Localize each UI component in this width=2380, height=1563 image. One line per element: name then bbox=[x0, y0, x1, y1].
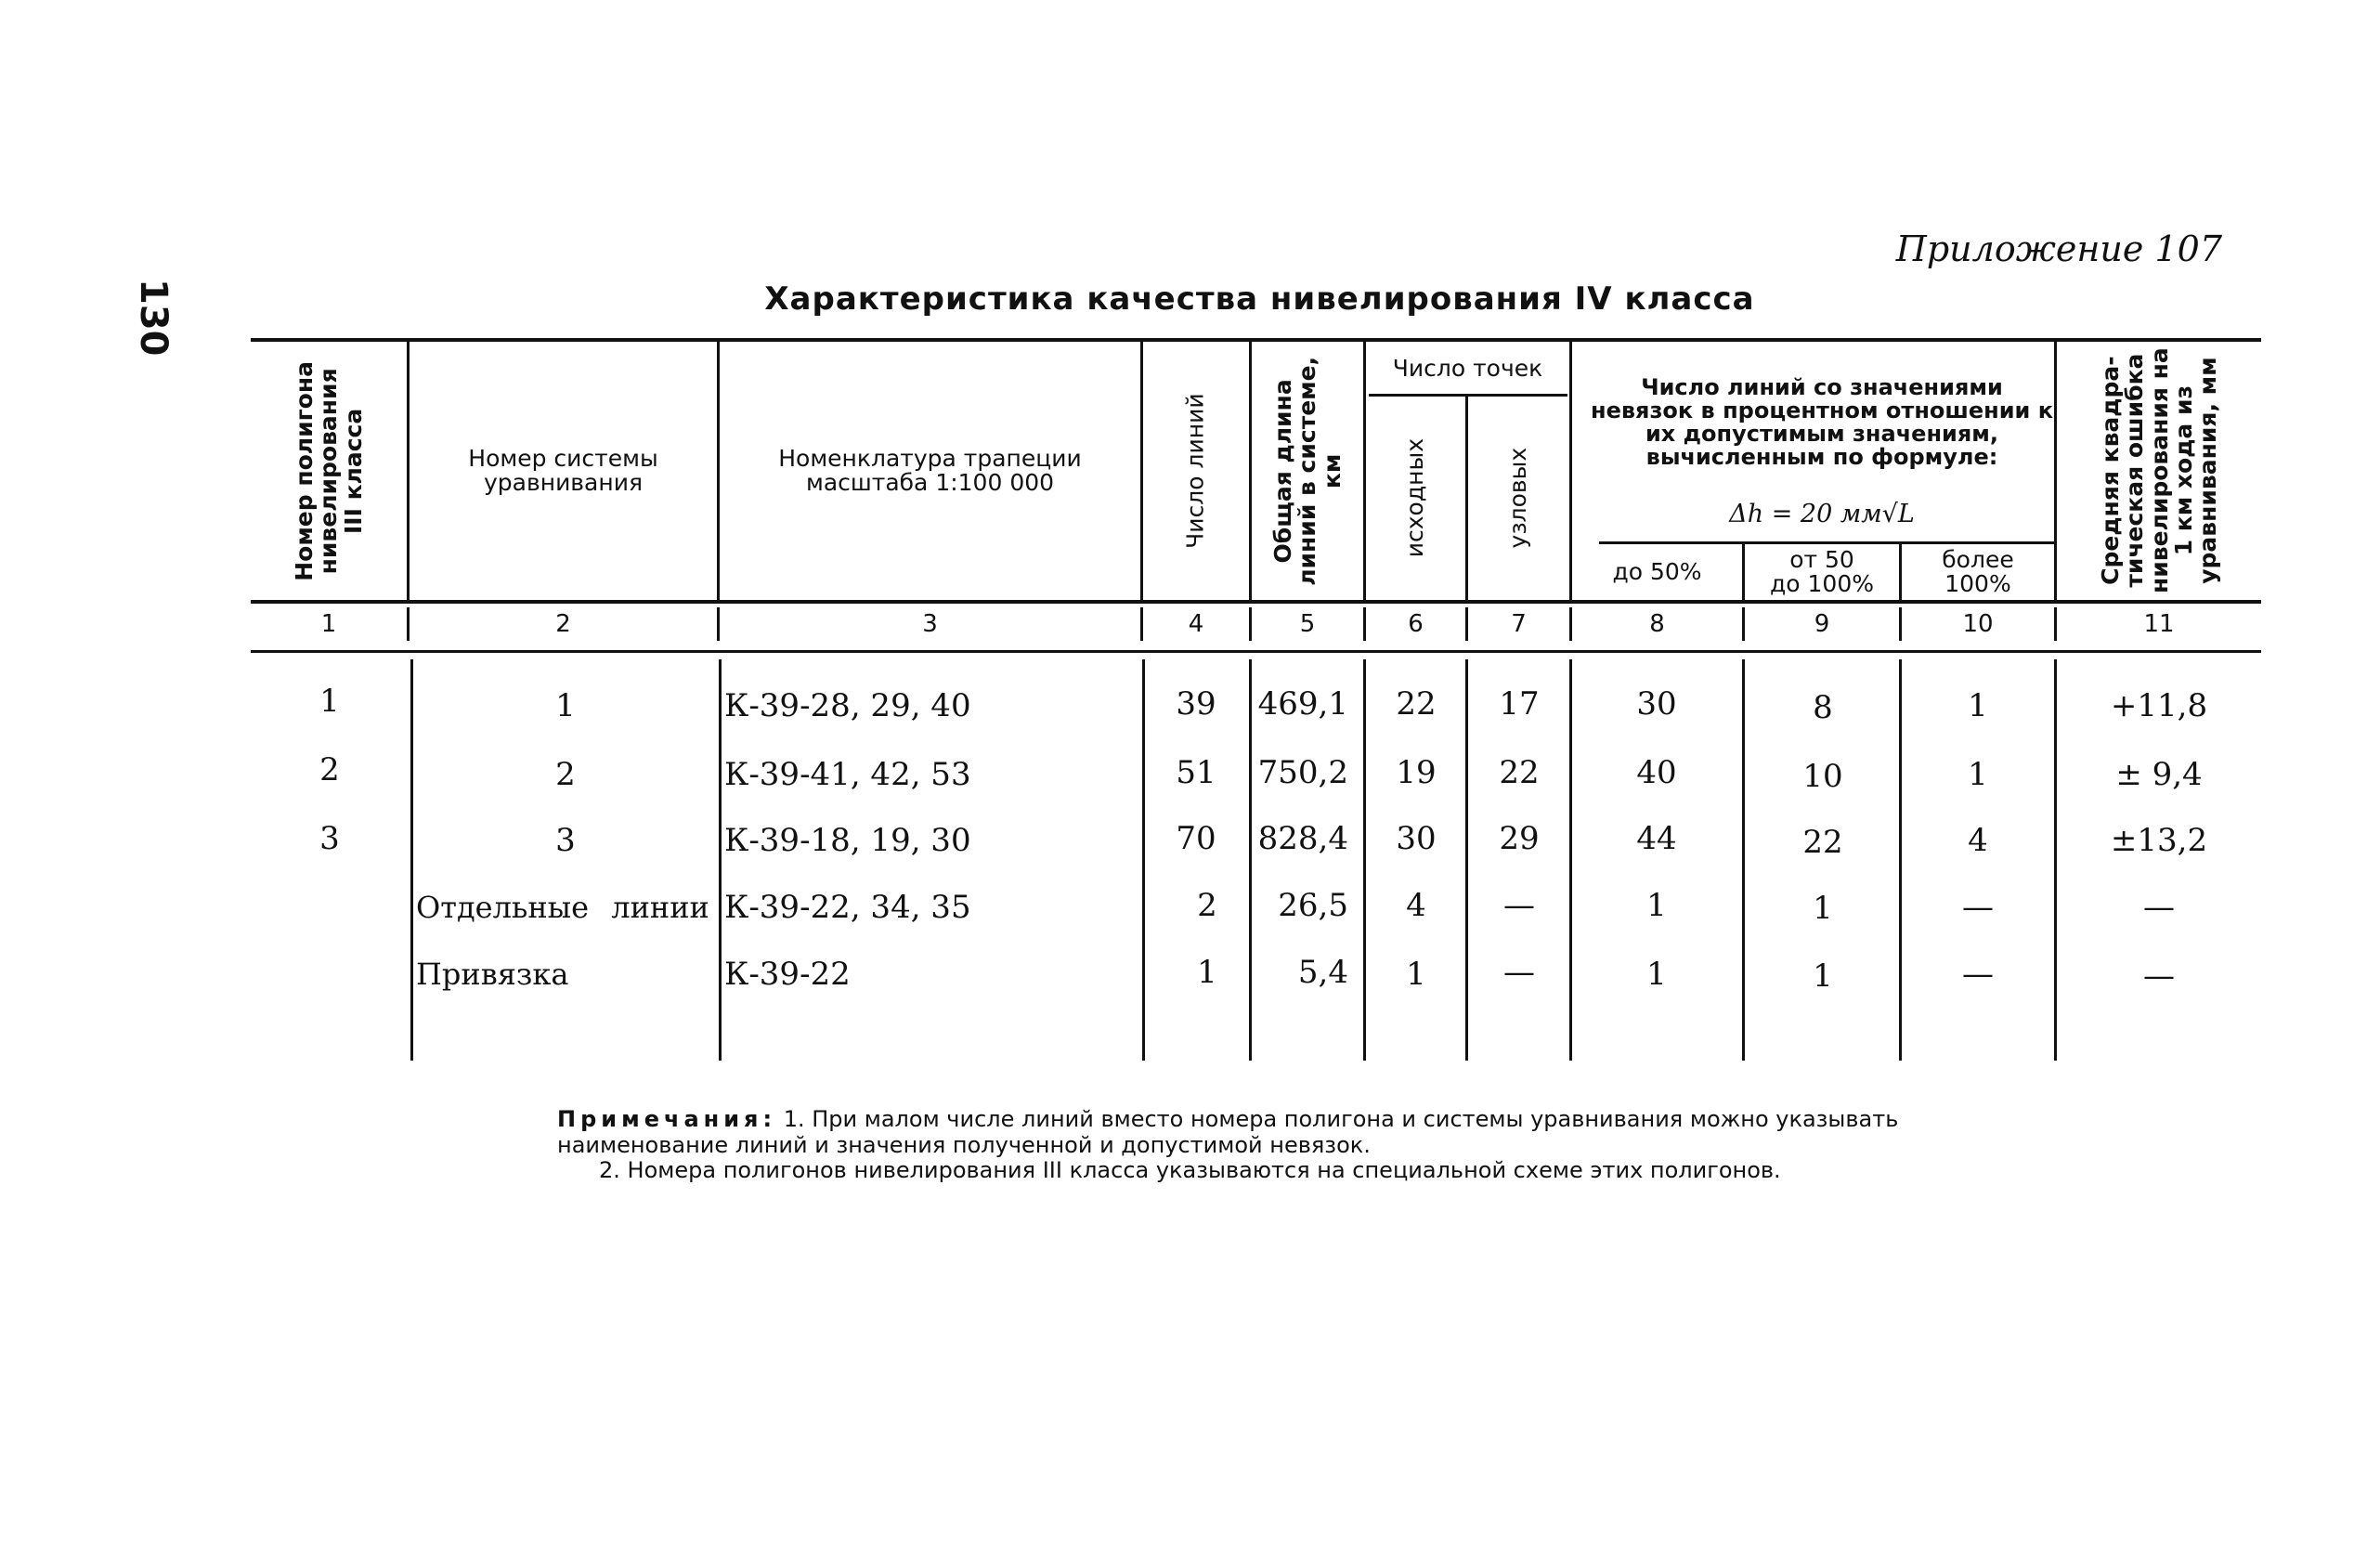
cell-error: ± 9,4 bbox=[2115, 756, 2203, 793]
cell-initial: 22 bbox=[1396, 685, 1437, 723]
cell-nomenclature: К-39-22 bbox=[724, 956, 851, 993]
cell-nodal: — bbox=[1503, 954, 1535, 991]
cell-lt50: 1 bbox=[1646, 887, 1667, 924]
colnum-11: 11 bbox=[2143, 610, 2175, 638]
cell-gt100: — bbox=[1962, 889, 1994, 926]
cell-nodal: 17 bbox=[1499, 685, 1540, 723]
cell-nomenclature: К-39-28, 29, 40 bbox=[724, 687, 971, 724]
cell-50-100: 1 bbox=[1813, 957, 1833, 995]
header-bottom-rule bbox=[251, 600, 2261, 604]
cell-lines: 2 bbox=[1197, 887, 1217, 924]
cell-system: 3 bbox=[555, 822, 576, 859]
cell-system: Привязка bbox=[416, 957, 569, 992]
cell-lt50: 44 bbox=[1636, 820, 1677, 857]
cell-error: ±13,2 bbox=[2110, 822, 2208, 859]
cell-initial: 1 bbox=[1406, 956, 1426, 993]
header-nodal-points: узловых bbox=[1504, 448, 1532, 549]
cell-polygon bbox=[279, 884, 381, 931]
cell-nodal: 22 bbox=[1499, 754, 1540, 791]
cell-initial: 4 bbox=[1406, 887, 1426, 924]
cell-nodal: 29 bbox=[1499, 820, 1540, 857]
cell-lt50: 1 bbox=[1646, 956, 1667, 993]
header-initial-points: исходных bbox=[1401, 438, 1429, 558]
table-title: Характеристика качества нивелирования IV класса bbox=[764, 280, 1755, 318]
header-total-length: Общая длина линий в системе, км bbox=[1268, 356, 1346, 586]
cell-polygon: 1 bbox=[319, 683, 340, 720]
colnum-9: 9 bbox=[1814, 610, 1830, 638]
cell-system: 1 bbox=[555, 687, 576, 724]
colnum-2: 2 bbox=[555, 610, 571, 638]
cell-length: 750,2 bbox=[1257, 754, 1348, 791]
body-divider-4 bbox=[1249, 659, 1252, 1061]
cell-nodal: — bbox=[1503, 887, 1535, 924]
colnum-6: 6 bbox=[1408, 610, 1424, 638]
cell-50-100: 8 bbox=[1813, 689, 1833, 726]
cell-initial: 30 bbox=[1396, 820, 1437, 857]
cell-gt100: 1 bbox=[1968, 756, 1988, 793]
cell-system: 2 bbox=[555, 756, 576, 793]
header-50-100: от 50 до 100% bbox=[1770, 545, 1874, 597]
cell-nomenclature: К-39-18, 19, 30 bbox=[724, 822, 971, 859]
cell-50-100: 10 bbox=[1802, 758, 1843, 795]
colnum-1: 1 bbox=[320, 610, 337, 638]
colnum-5: 5 bbox=[1299, 610, 1316, 638]
header-line-count: Число линий bbox=[1181, 393, 1209, 549]
body-divider-5 bbox=[1363, 659, 1366, 1061]
colnum-bottom-rule bbox=[251, 650, 2261, 653]
cell-gt100: 4 bbox=[1968, 822, 1988, 859]
colnum-8: 8 bbox=[1649, 610, 1665, 638]
cell-lines: 51 bbox=[1176, 754, 1216, 791]
colnum-10: 10 bbox=[1962, 610, 1994, 638]
cell-50-100: 22 bbox=[1802, 824, 1843, 861]
appendix-label: Приложение 107 bbox=[1895, 228, 2222, 269]
cell-lt50: 30 bbox=[1636, 685, 1677, 723]
notes-label: Примечания: bbox=[557, 1106, 777, 1132]
cell-polygon: 2 bbox=[319, 751, 340, 788]
header-lines-group: Число линий со значениями невязок в процентном отношении к их допустимым значениям, вычисленным по формуле: bbox=[1590, 373, 2054, 471]
notes bbox=[557, 1107, 1969, 1184]
cell-error: +11,8 bbox=[2110, 687, 2208, 724]
cell-nomenclature: К-39-22, 34, 35 bbox=[724, 889, 971, 926]
colnum-3: 3 bbox=[922, 610, 938, 638]
header-system-number: Номер системы уравнивания bbox=[468, 444, 658, 496]
cell-initial: 19 bbox=[1396, 754, 1437, 791]
cell-50-100: 1 bbox=[1813, 890, 1833, 927]
note-2: 2. Номера полигонов нивелирования III класса указываются на специальной схеме этих полигонов. bbox=[599, 1157, 1781, 1184]
colnum-7: 7 bbox=[1511, 610, 1527, 638]
cell-lines: 70 bbox=[1176, 820, 1216, 857]
cell-length: 5,4 bbox=[1297, 954, 1348, 991]
note-1: 1. При малом числе линий вместо номера полигона и системы уравнивания можно указывать наименование линий и значения полученной и допустимой невязок. bbox=[557, 1106, 1899, 1158]
cell-length: 828,4 bbox=[1257, 820, 1348, 857]
header-lt50: до 50% bbox=[1612, 557, 1702, 585]
cell-error: — bbox=[2143, 889, 2175, 926]
header-formula: Δh = 20 мм√L bbox=[1729, 499, 1915, 528]
body-divider-2 bbox=[719, 659, 722, 1061]
cell-error: — bbox=[2143, 957, 2175, 995]
cell-lines: 39 bbox=[1176, 685, 1216, 723]
cell-lines: 1 bbox=[1197, 954, 1217, 991]
colnum-4: 4 bbox=[1188, 610, 1204, 638]
body-divider-7 bbox=[1569, 659, 1572, 1061]
header-points-group: Число точек bbox=[1392, 354, 1543, 382]
cell-system: Отдельные линии bbox=[416, 890, 709, 925]
page-number: 130 bbox=[132, 279, 175, 357]
cell-gt100: — bbox=[1962, 956, 1994, 993]
header-gt100: более 100% bbox=[1942, 545, 2014, 597]
header-nomenclature: Номенклатура трапеции масштаба 1:100 000 bbox=[778, 444, 1082, 496]
header-polygon-number: Номер полигона нивелирования III класса bbox=[290, 360, 367, 581]
body-divider-8 bbox=[1742, 659, 1745, 1061]
cell-length: 469,1 bbox=[1257, 685, 1348, 723]
cell-nomenclature: К-39-41, 42, 53 bbox=[724, 756, 971, 793]
cell-polygon: 3 bbox=[319, 820, 340, 857]
header-rms-error: Средняя квадра- тическая ошибка нивелирования на 1 км хода из уравнивания, мм bbox=[2096, 347, 2221, 594]
cell-polygon bbox=[279, 951, 381, 997]
cell-lt50: 40 bbox=[1636, 754, 1677, 791]
body-divider-6 bbox=[1465, 659, 1468, 1061]
cell-gt100: 1 bbox=[1968, 687, 1988, 724]
cell-length: 26,5 bbox=[1278, 887, 1348, 924]
